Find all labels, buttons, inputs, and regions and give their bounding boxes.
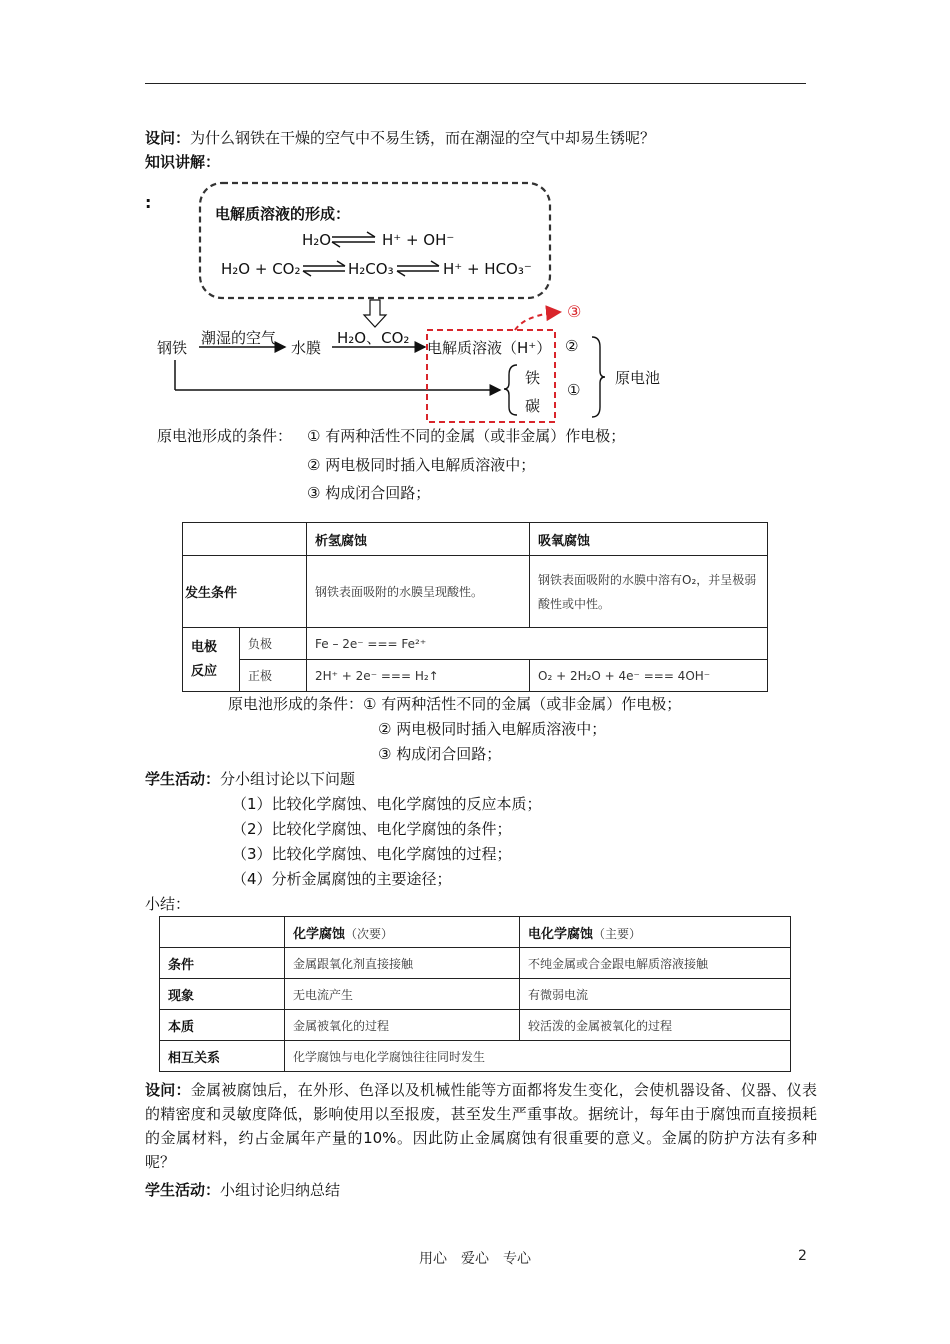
oxygen-condition: 钢铁表面吸附的水膜中溶有O₂，并呈极弱酸性或中性。	[530, 556, 768, 628]
footer-motto: 用心 爱心 专心	[419, 1251, 531, 1267]
conditions-line-3: ③ 构成闭合回路；	[378, 745, 502, 763]
conditions-line-2: ② 两电极同时插入电解质溶液中；	[378, 720, 607, 738]
page-number: 2	[798, 1248, 807, 1264]
electrochemical-diagram	[145, 175, 705, 505]
diagram-cond-title: 原电池形成的条件：	[157, 427, 293, 445]
corrosion-type-table	[182, 522, 768, 692]
label-2: ②	[565, 337, 579, 355]
cell-label: 原电池	[615, 369, 661, 387]
question-text: 为什么钢铁在干燥的空气中不易生锈，而在潮湿的空气中却易生锈呢？	[190, 129, 656, 147]
cell-brace	[592, 337, 605, 417]
positive-oxygen-reaction: O₂ + 2H₂O + 4e⁻ === 4OH⁻	[530, 660, 768, 692]
question-line	[145, 128, 655, 148]
activity-line: 学生活动：分小组讨论以下问题	[145, 770, 356, 788]
table-row	[160, 1041, 791, 1072]
carbon-label: 碳	[525, 397, 541, 415]
down-hollow-arrow	[364, 300, 386, 327]
positive-label: 正极	[240, 660, 307, 692]
relation-label: 相互关系	[160, 1041, 285, 1072]
eq2-b: H₂CO₃	[348, 260, 394, 278]
table-row: 现象 无电流产生 有微弱电流	[160, 979, 791, 1010]
humid-air-label: 潮湿的空气	[201, 329, 277, 347]
summary-table	[159, 916, 791, 1072]
label-1: ①	[567, 381, 581, 399]
conditions-line-1: 原电池形成的条件：① 有两种活性不同的金属（或非金属）作电极；	[228, 695, 682, 713]
summary-label: 小结：	[145, 895, 191, 913]
activity-item-2: （2）比较化学腐蚀、电化学腐蚀的条件；	[232, 820, 512, 838]
question-label: 设问：	[145, 129, 191, 147]
condition-label: 发生条件	[183, 556, 307, 628]
label-3: ③	[567, 302, 582, 321]
eq2-a: H₂O + CO₂	[221, 260, 301, 278]
iron-carbon-brace	[504, 365, 517, 415]
activity-item-3: （3）比较化学腐蚀、电化学腐蚀的过程；	[232, 845, 512, 863]
negative-reaction: Fe – 2e⁻ === Fe²⁺	[307, 628, 768, 660]
eq1-right: H⁺ + OH⁻	[382, 231, 455, 249]
positive-hydrogen-reaction: 2H⁺ + 2e⁻ === H₂↑	[307, 660, 530, 692]
electrode-reaction-label: 电极 反应	[183, 628, 240, 692]
header-rule	[145, 83, 806, 84]
bullet: :	[145, 193, 152, 212]
table-row: 条件 金属跟氧化剂直接接触 不纯金属或合金跟电解质溶液接触	[160, 948, 791, 979]
hydrogen-header: 析氢腐蚀	[307, 523, 530, 556]
relation-text: 化学腐蚀与电化学腐蚀往往同时发生	[285, 1041, 791, 1072]
diagram-cond-3: ③ 构成闭合回路；	[307, 484, 431, 502]
box-title: 电解质溶液的形成：	[215, 205, 351, 223]
diagram-cond-1: ① 有两种活性不同的金属（或非金属）作电极；	[307, 427, 626, 445]
activity-item-1: （1）比较化学腐蚀、电化学腐蚀的反应本质；	[232, 795, 542, 813]
diagram-cond-2: ② 两电极同时插入电解质溶液中；	[307, 456, 536, 474]
electrolyte-label: 电解质溶液（H⁺）	[427, 339, 552, 357]
electrolyte-formation-box	[200, 183, 550, 298]
activity2-line: 学生活动：小组讨论归纳总结	[145, 1181, 341, 1199]
chem-header: 化学腐蚀（次要）	[285, 917, 520, 948]
iron-label: 铁	[525, 369, 541, 387]
oxygen-header: 吸氧腐蚀	[530, 523, 768, 556]
knowledge-heading: 知识讲解：	[145, 153, 221, 171]
hydrogen-condition: 钢铁表面吸附的水膜呈现酸性。	[307, 556, 530, 628]
elec-header: 电化学腐蚀（主要）	[520, 917, 791, 948]
h2o-co2-label: H₂O、CO₂	[337, 329, 410, 347]
eq1-left: H₂O	[302, 231, 332, 249]
eq2-c: H⁺ + HCO₃⁻	[443, 260, 532, 278]
negative-label: 负极	[240, 628, 307, 660]
question2-paragraph: 设问：金属被腐蚀后，在外形、色泽以及机械性能等方面都将发生变化，会使机器设备、仪器、仪表的精密度和灵敏度降低，影响使用以至报废，甚至发生严重事故。据统计，每年由于腐蚀而直接损耗的金属材料，约占金属年产量的10%。因此防止金属腐蚀有很重要的意义。金属的防护方法有多种呢？	[145, 1081, 817, 1171]
table-row: 本质 金属被氧化的过程 较活泼的金属被氧化的过程	[160, 1010, 791, 1041]
activity-item-4: （4）分析金属腐蚀的主要途径；	[232, 870, 452, 888]
steel-label: 钢铁	[157, 339, 188, 357]
water-film-label: 水膜	[291, 339, 322, 357]
